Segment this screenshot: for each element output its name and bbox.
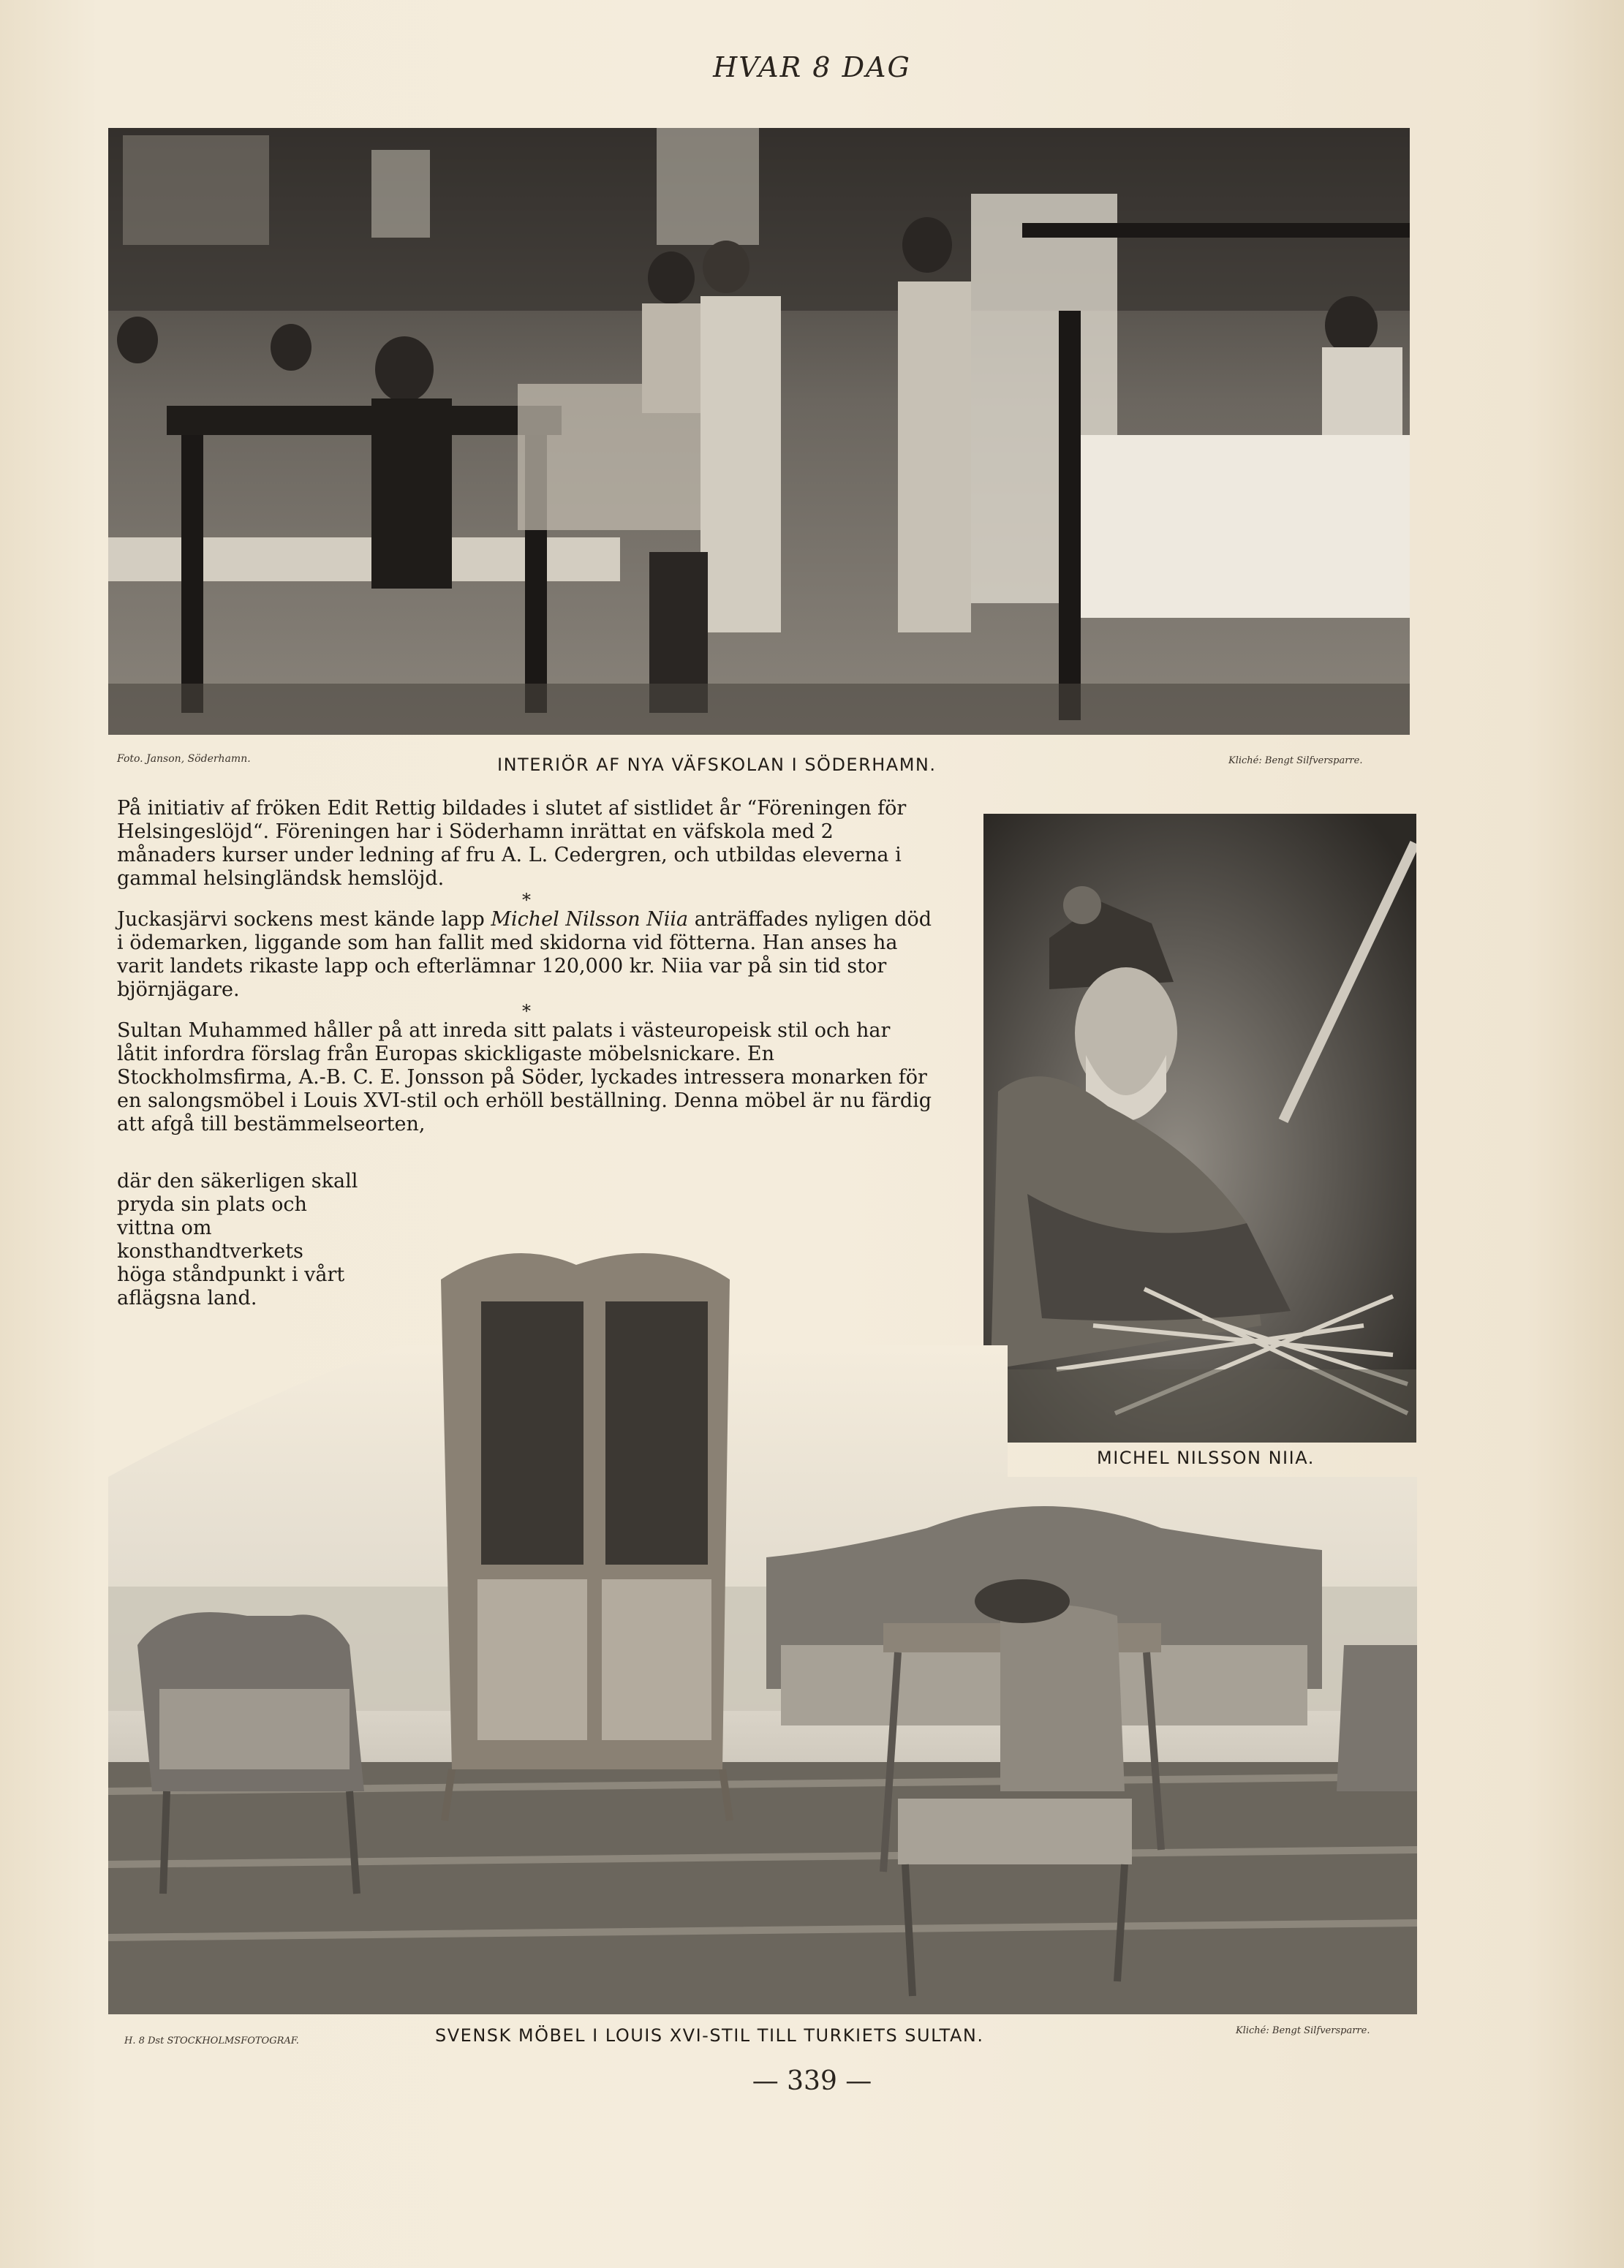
page-header: HVAR 8 DAG — [713, 51, 911, 83]
page-number: — 339 — — [752, 2066, 872, 2096]
separator-star: * — [522, 1001, 531, 1021]
bottom-photo-credit-right: Kliché: Bengt Silfversparre. — [1236, 2025, 1370, 2036]
portrait-caption: MICHEL NILSSON NIIA. — [1097, 1448, 1315, 1468]
person-name: Michel Nilsson Niia — [491, 908, 689, 931]
paragraph-sultan: Sultan Muhammed håller på att inreda sitt palats i västeuropeisk stil och har låtit infordra förslag från Europas skickligaste möbelsnickare. En Stockholmsfirma, A.-B. C. E. Jonsson på Söder, lyckades intressera monarken för en salongsmöbel i Louis XVI-stil och erhöll beställning. Denna möbel är nu färdig att afgå till bestämmelseorten, — [117, 1019, 932, 1135]
article-text — [117, 797, 936, 1136]
separator-star: * — [522, 890, 531, 910]
bottom-photo-credit: H. 8 Dst STOCKHOLMSFOTOGRAF. — [124, 2035, 299, 2046]
paragraph-niia — [117, 908, 936, 1002]
top-photo-caption: INTERIÖR AF NYA VÄFSKOLAN I SÖDERHAMN. — [497, 755, 937, 775]
paragraph-weaving-school: På initiativ af fröken Edit Rettig bildades i slutet af sistlidet år “Föreningen för Helsingeslöjd“. Föreningen har i Söderhamn inrättat en väfskola med 2 månaders kurser under ledning af fru A. L. Cedergren, och utbildas eleverna i gammal helsingländsk hemslöjd. — [117, 797, 907, 890]
paragraph-niia-end: anträffades nyligen död i ödemarken, liggande som han fallit med skidorna vid fötterna. Han anses ha varit landets rikaste lapp och efterlämnar 120,000 kr. Niia var på sin tid stor björnjägare. — [117, 908, 932, 1001]
paragraph-niia-start: Juckasjärvi sockens mest kände lapp — [117, 908, 491, 931]
furniture-photo — [108, 1236, 1417, 2014]
weaving-school-photo — [108, 128, 1410, 735]
bottom-photo-caption: SVENSK MÖBEL I LOUIS XVI-STIL TILL TURKIETS SULTAN. — [435, 2025, 984, 2046]
top-photo-credit: Foto. Janson, Söderhamn. — [117, 753, 251, 765]
top-photo-credit-right: Kliché: Bengt Silfversparre. — [1228, 755, 1363, 766]
paragraph-sultan-tail: där den säkerligen skall pryda sin plats och vittna om konsthandtverkets höga ståndpunkt i vårt aflägsna land. — [117, 1170, 358, 1309]
